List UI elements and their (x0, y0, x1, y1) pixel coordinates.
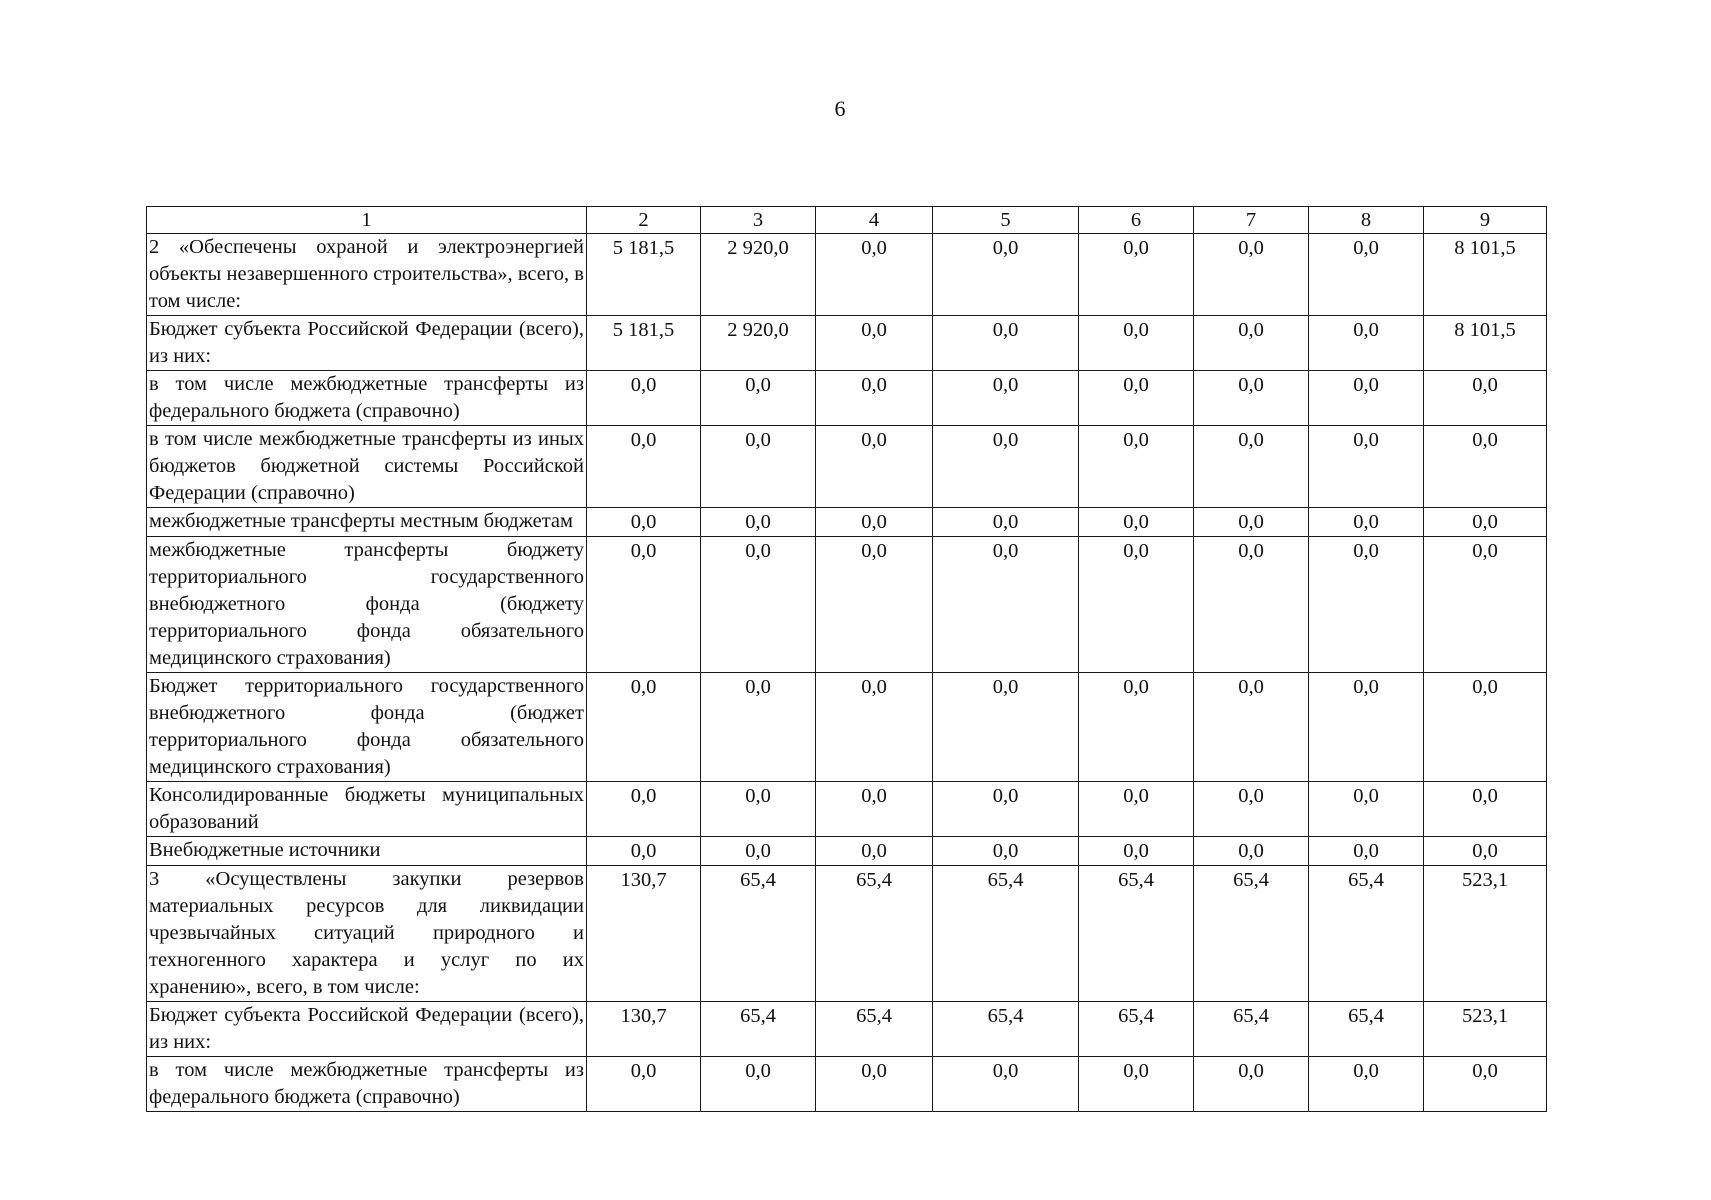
table-row (147, 371, 1547, 426)
column-header-4: 4 (816, 207, 933, 234)
value-cell-col-6: 0,0 (1079, 316, 1194, 371)
value-cell-col-4: 0,0 (816, 234, 933, 316)
table-row (147, 673, 1547, 782)
value-cell-col-8: 0,0 (1309, 537, 1424, 673)
value-cell-col-6: 0,0 (1079, 837, 1194, 866)
value-cell-col-6: 0,0 (1079, 426, 1194, 508)
value-cell-col-9: 0,0 (1424, 371, 1547, 426)
header-row (147, 207, 1547, 234)
value-cell-col-5: 0,0 (933, 371, 1079, 426)
row-label: в том числе межбюджетные трансферты из федерального бюджета (справочно) (147, 1057, 587, 1112)
value-cell-col-9: 0,0 (1424, 837, 1547, 866)
value-cell-col-7: 0,0 (1194, 673, 1309, 782)
row-label: Бюджет территориального государственного внебюджетного фонда (бюджет территориального фонда обязательного медицинского страхования) (147, 673, 587, 782)
value-cell-col-6: 0,0 (1079, 508, 1194, 537)
value-cell-col-4: 0,0 (816, 1057, 933, 1112)
value-cell-col-4: 0,0 (816, 316, 933, 371)
row-label: межбюджетные трансферты местным бюджетам (147, 508, 587, 537)
column-header-7: 7 (1194, 207, 1309, 234)
value-cell-col-5: 0,0 (933, 837, 1079, 866)
value-cell-col-7: 0,0 (1194, 426, 1309, 508)
row-label: в том числе межбюджетные трансферты из иных бюджетов бюджетной системы Российской Федерации (справочно) (147, 426, 587, 508)
value-cell-col-8: 65,4 (1309, 866, 1424, 1002)
row-label: Внебюджетные источники (147, 837, 587, 866)
value-cell-col-6: 0,0 (1079, 537, 1194, 673)
value-cell-col-3: 0,0 (701, 673, 816, 782)
value-cell-col-3: 0,0 (701, 426, 816, 508)
value-cell-col-9: 0,0 (1424, 426, 1547, 508)
value-cell-col-7: 0,0 (1194, 508, 1309, 537)
value-cell-col-4: 0,0 (816, 537, 933, 673)
value-cell-col-9: 0,0 (1424, 1057, 1547, 1112)
value-cell-col-7: 0,0 (1194, 837, 1309, 866)
value-cell-col-3: 0,0 (701, 1057, 816, 1112)
value-cell-col-2: 130,7 (587, 866, 701, 1002)
value-cell-col-5: 0,0 (933, 673, 1079, 782)
value-cell-col-6: 0,0 (1079, 1057, 1194, 1112)
column-header-2: 2 (587, 207, 701, 234)
value-cell-col-8: 65,4 (1309, 1002, 1424, 1057)
value-cell-col-7: 0,0 (1194, 371, 1309, 426)
value-cell-col-2: 0,0 (587, 537, 701, 673)
table-row (147, 866, 1547, 1002)
column-header-6: 6 (1079, 207, 1194, 234)
value-cell-col-5: 0,0 (933, 508, 1079, 537)
value-cell-col-8: 0,0 (1309, 837, 1424, 866)
table-row (147, 508, 1547, 537)
value-cell-col-6: 0,0 (1079, 371, 1194, 426)
table-row (147, 234, 1547, 316)
value-cell-col-7: 0,0 (1194, 782, 1309, 837)
value-cell-col-9: 8 101,5 (1424, 316, 1547, 371)
value-cell-col-8: 0,0 (1309, 371, 1424, 426)
value-cell-col-3: 65,4 (701, 1002, 816, 1057)
table-row (147, 1057, 1547, 1112)
value-cell-col-6: 0,0 (1079, 782, 1194, 837)
value-cell-col-4: 0,0 (816, 673, 933, 782)
value-cell-col-2: 5 181,5 (587, 316, 701, 371)
value-cell-col-3: 0,0 (701, 782, 816, 837)
value-cell-col-9: 0,0 (1424, 673, 1547, 782)
column-header-3: 3 (701, 207, 816, 234)
row-label: Консолидированные бюджеты муниципальных образований (147, 782, 587, 837)
page-number: 6 (834, 96, 846, 121)
value-cell-col-5: 0,0 (933, 426, 1079, 508)
value-cell-col-4: 0,0 (816, 782, 933, 837)
value-cell-col-7: 0,0 (1194, 316, 1309, 371)
value-cell-col-9: 523,1 (1424, 1002, 1547, 1057)
value-cell-col-2: 0,0 (587, 782, 701, 837)
table-row (147, 837, 1547, 866)
column-header-8: 8 (1309, 207, 1424, 234)
table-row (147, 426, 1547, 508)
table-row (147, 316, 1547, 371)
value-cell-col-4: 0,0 (816, 508, 933, 537)
value-cell-col-9: 0,0 (1424, 782, 1547, 837)
value-cell-col-4: 0,0 (816, 426, 933, 508)
value-cell-col-6: 0,0 (1079, 234, 1194, 316)
value-cell-col-2: 130,7 (587, 1002, 701, 1057)
value-cell-col-8: 0,0 (1309, 673, 1424, 782)
budget-table-container (146, 206, 1546, 1112)
value-cell-col-3: 65,4 (701, 866, 816, 1002)
value-cell-col-8: 0,0 (1309, 234, 1424, 316)
row-label: Бюджет субъекта Российской Федерации (всего), из них: (147, 316, 587, 371)
column-header-1: 1 (147, 207, 587, 234)
value-cell-col-7: 65,4 (1194, 1002, 1309, 1057)
value-cell-col-2: 0,0 (587, 508, 701, 537)
value-cell-col-3: 0,0 (701, 837, 816, 866)
value-cell-col-6: 65,4 (1079, 866, 1194, 1002)
value-cell-col-4: 65,4 (816, 866, 933, 1002)
value-cell-col-9: 0,0 (1424, 508, 1547, 537)
table-row (147, 537, 1547, 673)
value-cell-col-2: 5 181,5 (587, 234, 701, 316)
value-cell-col-9: 523,1 (1424, 866, 1547, 1002)
value-cell-col-2: 0,0 (587, 1057, 701, 1112)
table-row (147, 1002, 1547, 1057)
value-cell-col-8: 0,0 (1309, 508, 1424, 537)
table-header (147, 207, 1547, 234)
value-cell-col-8: 0,0 (1309, 1057, 1424, 1112)
value-cell-col-5: 0,0 (933, 537, 1079, 673)
value-cell-col-3: 2 920,0 (701, 234, 816, 316)
value-cell-col-7: 0,0 (1194, 537, 1309, 673)
value-cell-col-4: 0,0 (816, 371, 933, 426)
value-cell-col-4: 0,0 (816, 837, 933, 866)
value-cell-col-2: 0,0 (587, 371, 701, 426)
value-cell-col-7: 0,0 (1194, 1057, 1309, 1112)
value-cell-col-7: 0,0 (1194, 234, 1309, 316)
value-cell-col-9: 8 101,5 (1424, 234, 1547, 316)
value-cell-col-2: 0,0 (587, 837, 701, 866)
value-cell-col-5: 0,0 (933, 234, 1079, 316)
value-cell-col-7: 65,4 (1194, 866, 1309, 1002)
row-label: 2 «Обеспечены охраной и электроэнергией объекты незавершенного строительства», всего, в том числе: (147, 234, 587, 316)
value-cell-col-9: 0,0 (1424, 537, 1547, 673)
value-cell-col-5: 0,0 (933, 1057, 1079, 1112)
value-cell-col-5: 0,0 (933, 782, 1079, 837)
column-header-9: 9 (1424, 207, 1547, 234)
value-cell-col-3: 2 920,0 (701, 316, 816, 371)
value-cell-col-6: 65,4 (1079, 1002, 1194, 1057)
value-cell-col-6: 0,0 (1079, 673, 1194, 782)
value-cell-col-3: 0,0 (701, 537, 816, 673)
value-cell-col-8: 0,0 (1309, 782, 1424, 837)
value-cell-col-3: 0,0 (701, 508, 816, 537)
table-body (147, 234, 1547, 1112)
row-label: в том числе межбюджетные трансферты из федерального бюджета (справочно) (147, 371, 587, 426)
value-cell-col-5: 0,0 (933, 316, 1079, 371)
value-cell-col-2: 0,0 (587, 426, 701, 508)
value-cell-col-8: 0,0 (1309, 426, 1424, 508)
value-cell-col-4: 65,4 (816, 1002, 933, 1057)
row-label: 3 «Осуществлены закупки резервов материальных ресурсов для ликвидации чрезвычайных ситуаций природного и техногенного характера и услуг по их хранению», всего, в том числе: (147, 866, 587, 1002)
value-cell-col-3: 0,0 (701, 371, 816, 426)
budget-table (146, 206, 1547, 1112)
row-label: Бюджет субъекта Российской Федерации (всего), из них: (147, 1002, 587, 1057)
row-label: межбюджетные трансферты бюджету территориального государственного внебюджетного фонда (бюджету территориального фонда обязательного медицинского страхования) (147, 537, 587, 673)
value-cell-col-2: 0,0 (587, 673, 701, 782)
value-cell-col-8: 0,0 (1309, 316, 1424, 371)
value-cell-col-5: 65,4 (933, 1002, 1079, 1057)
value-cell-col-5: 65,4 (933, 866, 1079, 1002)
table-row (147, 782, 1547, 837)
column-header-5: 5 (933, 207, 1079, 234)
